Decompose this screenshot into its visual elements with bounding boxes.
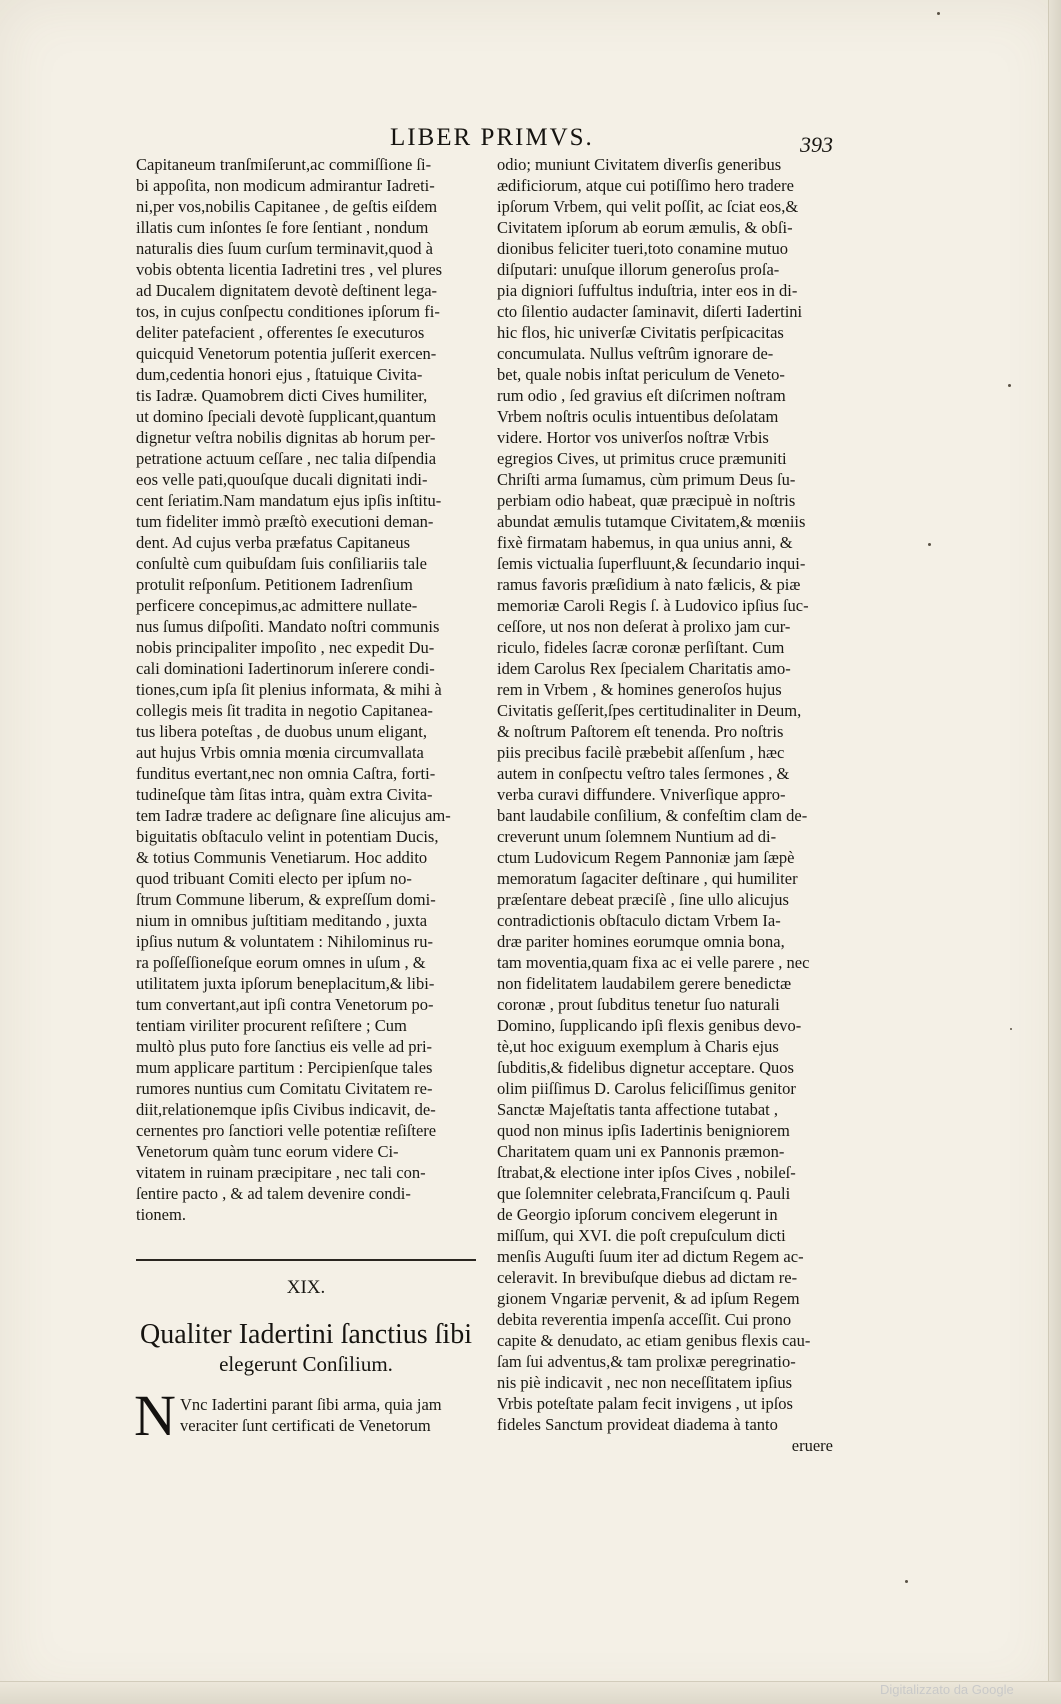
text-line: eos velle pati,quouſque ducali dignitati indi- [136,470,428,489]
text-line: rumores nuntius cum Comitatu Civitatem re- [136,1079,433,1098]
text-line: vitatem in ruinam præcipitare , nec tali con- [136,1163,426,1182]
text-line: tionem. [136,1205,186,1224]
text-line: ad Ducalem dignitatem devotè deſtinent lega- [136,281,438,300]
text-line: tum fideliter immò præſtò executioni deman- [136,512,434,531]
text-line: ramus favoris præſidium à nato fælicis, & piæ [497,575,801,594]
paper-speck [937,12,940,15]
page-edge-right [1048,0,1061,1704]
text-line: dignetur veſtra nobilis dignitas ab horum per- [136,428,436,447]
text-line: petratione actuum ceſſare , nec talia diſpendia [136,449,437,468]
text-line: dent. Ad cujus verba præfatus Capitaneus [136,533,411,552]
text-line: Capitaneum tranſmiſerunt,ac commiſſione ſi- [136,155,432,174]
text-line: que ſolemniter celebrata,Franciſcum q. Pauli [497,1184,791,1203]
text-line: & totius Communis Venetiarum. Hoc addito [136,848,428,867]
text-line: ctum Ludovicum Regem Pannoniæ jam ſæpè [497,848,795,867]
catchword: eruere [791,1436,833,1455]
text-line: ſtrabat,& electione inter ipſos Cives , nobileſ- [497,1163,796,1182]
text-line: videre. Hortor vos univerſos noſtræ Vrbis [497,428,769,447]
text-line: ſentire pacto , & ad talem devenire condi- [136,1184,411,1203]
text-line: nobis principaliter impoſito , nec expedit Du- [136,638,435,657]
text-line: ceſſore, ut nos non deſerat à prolixo jam cur- [497,617,791,636]
text-line: ipſorum Vrbem, qui velit poſſit, ac ſciat eos,& [497,197,799,216]
text-line: perficere concepimus,ac admittere nullate- [136,596,418,615]
paper-speck [1008,384,1011,387]
text-line: ni,per vos,nobilis Capitanee , de geſtis eiſdem [136,197,438,216]
text-line: Venetorum quàm tunc eorum videre Ci- [136,1142,399,1161]
text-line: & noſtrum Paſtorem eſt tenenda. Pro noſtris [497,722,784,741]
text-line: veraciter ſunt certificati de Venetorum [180,1416,431,1435]
text-line: odio; muniunt Civitatem diverſis generibus [497,155,782,174]
text-line: ſemis victualia ſuperfluunt,& ſecundario inqui- [497,554,806,573]
text-line: biguitatis obſtaculo velint in potentiam Ducis, [136,827,439,846]
text-line: pia digniori ſuffultus induſtria, inter eos in di- [497,281,798,300]
text-line: coronæ , prout ſubditus tenetur ſuo naturali [497,995,780,1014]
text-line: tos, in cujus conſpectu conditiones ipſorum fi- [136,302,440,321]
chapter-title: Qualiter Iadertini ſanctius ſibi [139,1319,472,1350]
text-line: nium in omnibus juſtitiam meditando , juxta [136,911,428,930]
text-line: dræ pariter homines eorumque omnia bona, [497,932,785,951]
text-line: præſentare debeat præciſè , ſine ullo alicujus [497,890,789,909]
text-line: ſam ſui adventus,& tam prolixæ peregrinatio- [497,1352,796,1371]
text-line: creverunt unum ſolemnem Nuntium ad di- [497,827,777,846]
drop-cap: N [134,1383,176,1448]
left-text-column [136,154,476,1226]
text-line: tè,ut hoc exiguum exemplum à Charis ejus [497,1037,779,1056]
text-line: bet, quale nobis inſtat periculum de Veneto- [497,365,785,384]
chapter-subtitle: elegerunt Conſilium. [219,1352,393,1376]
paper-speck [928,543,931,546]
text-line: vobis obtenta licentia Iadretini tres , vel plures [136,260,443,279]
paper-speck [1010,1028,1012,1030]
text-line: naturalis dies ſuum curſum terminavit,quod à [136,239,433,258]
paper-speck [905,1580,908,1583]
text-line: menſis Auguſti ſuum iter ad dictum Regem ac- [497,1247,804,1266]
text-line: ipſius nutum & voluntatem : Nihilominus ru- [136,932,433,951]
text-line: ra poſſeſſioneſque eorum omnes in uſum , & [136,953,426,972]
text-line: diſputari: unuſque illorum generoſus proſa- [497,260,780,279]
text-line: diit,relationemque ipſis Civibus indicavit, de- [136,1100,436,1119]
text-line: funditus evertant,nec non omnia Caſtra, forti- [136,764,436,783]
text-line: hic flos, hic univerſæ Civitatis perſpicacitas [497,323,784,342]
text-line: aut hujus Vrbis omnia mœnia circumvallata [136,743,424,762]
text-line: illatis cum inſontes ſe fore ſentiant , nondum [136,218,429,237]
section-rule [136,1259,476,1261]
text-line: tem Iadræ tradere ac deſignare ſine alicujus am- [136,806,451,825]
text-line: ſubditis,& fidelibus dignetur acceptare. Quos [497,1058,794,1077]
chapter-number: XIX. [286,1277,326,1298]
text-line: fideles Sanctum provideat diadema à tanto [497,1415,778,1434]
running-head: LIBER PRIMVS. [390,124,594,151]
text-line: Civitatis geſſerit,ſpes certitudinaliter in Deum, [497,701,802,720]
text-line: dionibus feliciter tueri,toto conamine mutuo [497,239,788,258]
text-line: cernentes pro ſanctiori velle potentiæ reſiſtere [136,1121,437,1140]
text-line: de Georgio ipſorum concivem elegerunt in [497,1205,778,1224]
text-line: conſultè cum quibuſdam ſuis conſiliariis tale [136,554,427,573]
digitization-watermark: Digitalizzato da Google [880,1682,1014,1697]
text-line: celeravit. In brevibuſque diebus ad dictam re- [497,1268,798,1287]
text-line: cent ſeriatim.Nam mandatum ejus ipſis inſtitu- [136,491,442,510]
text-line: Sanctæ Majeſtatis tanta affectione tutabat , [497,1100,779,1119]
text-line: Chriſti arma ſumamus, cùm primum Deus ſu- [497,470,796,489]
text-line: Vnc Iadertini parant ſibi arma, quia jam [180,1395,442,1414]
text-line: Charitatem quam uni ex Pannonis præmon- [497,1142,785,1161]
text-line: tentiam viriliter procurent reſiſtere ; Cum [136,1016,407,1035]
text-line: utilitatem juxta ipſorum beneplacitum,& libi- [136,974,435,993]
chapter-opening [180,1394,476,1436]
text-line: Vrbem noſtris oculis intuentibus deſolatam [497,407,779,426]
text-line: rum odio , ſed gravius eſt diſcrimen noſtram [497,386,786,405]
text-line: piis precibus facilè præbebit aſſenſum , hæc [497,743,785,762]
text-line: bi appoſita, non modicum admirantur Iadreti- [136,176,435,195]
text-line: ædificiorum, atque cui potiſſimo hero tradere [497,176,794,195]
text-line: collegis meis ſit tradita in negotio Capitanea- [136,701,433,720]
text-line: tam moventia,quam fixa ac ei velle parere , nec [497,953,810,972]
text-line: rem in Vrbem , & homines generoſos hujus [497,680,782,699]
text-line: debita reverentia impenſa acceſſit. Cui prono [497,1310,792,1329]
text-line: protulit reſponſum. Petitionem Iadrenſium [136,575,413,594]
text-line: fixè firmatam habemus, in qua unius anni, & [497,533,793,552]
text-line: Civitatem ipſorum ab eorum æmulis, & obſi- [497,218,793,237]
text-line: mum applicare partitum : Percipienſque tales [136,1058,433,1077]
text-line: deliter patefacient , offerentes ſe executuros [136,323,425,342]
text-line: dum,cedentia honori ejus , ſtatuique Civita- [136,365,423,384]
text-line: nus ſumus diſpoſiti. Mandato noſtri communis [136,617,440,636]
text-line: non fidelitatem laudabilem gerere benedictæ [497,974,792,993]
text-line: egregios Cives, ut primitus cruce præmuniti [497,449,787,468]
text-line: abundat æmulis tutamque Civitatem,& mœniis [497,512,806,531]
text-line: tudineſque tàm ſitas intra, quàm extra Civita- [136,785,433,804]
text-line: gionem Vngariæ pervenit, & ad ipſum Regem [497,1289,800,1308]
text-line: perbiam odio habeat, quæ præcipuè in noſtris [497,491,796,510]
text-line: memoratum ſagaciter deſtinare , qui humiliter [497,869,798,888]
page-number: 393 [800,132,833,157]
text-line: concumulata. Nullus veſtrûm ignorare de- [497,344,774,363]
text-line: contradictionis obſtaculo dictam Vrbem Ia- [497,911,781,930]
text-line: capite & denudato, ac etiam genibus flexis cau- [497,1331,811,1350]
text-line: quod tribuant Comiti electo per ipſum no- [136,869,412,888]
text-line: ſtrum Commune liberum, & expreſſum domi- [136,890,436,909]
text-line: quicquid Venetorum potentia juſſerit exercen- [136,344,437,363]
text-line: quod non minus ipſis Iadertinis benigniorem [497,1121,790,1140]
text-line: multò plus puto fore ſanctius eis velle ad pri- [136,1037,433,1056]
text-line: tus libera poteſtas , de duobus unum eligant, [136,722,427,741]
text-line: tiones,cum ipſa ſit plenius informata, & mihi à [136,680,442,699]
text-line: memoriæ Caroli Regis ſ. à Ludovico ipſius ſuc- [497,596,809,615]
text-line: Domino, ſupplicando ipſi flexis genibus devo- [497,1016,802,1035]
text-line: tis Iadræ. Quamobrem dicti Cives humiliter, [136,386,428,405]
text-line: miſſum, qui XVI. die poſt crepuſculum dicti [497,1226,786,1245]
text-line: tum convertant,aut ipſi contra Venetorum po- [136,995,434,1014]
text-line: autem in conſpectu veſtro tales ſermones , & [497,764,790,783]
text-line: verba curavi diffundere. Vniverſique appro- [497,785,786,804]
right-text-column [497,154,833,1454]
text-line: olim piiſſimus D. Carolus feliciſſimus genitor [497,1079,796,1098]
text-line: Vrbis poteſtate palam fecit invigens , ut ipſos [497,1394,793,1413]
text-line: bant laudabile conſilium, & confeſtim clam de- [497,806,808,825]
text-line: cali dominationi Iadertinorum inſerere condi- [136,659,435,678]
text-line: cto ſilentio audacter ſaminavit, diſerti Iadertini [497,302,803,321]
text-line: riculo, fideles ſacræ coronæ perſiſtant. Cum [497,638,785,657]
text-line: ut domino ſpeciali devotè ſupplicant,quantum [136,407,437,426]
text-line: idem Carolus Rex ſpecialem Charitatis amo- [497,659,791,678]
text-line: nis piè indicavit , nec non neceſſitatem ipſius [497,1373,793,1392]
